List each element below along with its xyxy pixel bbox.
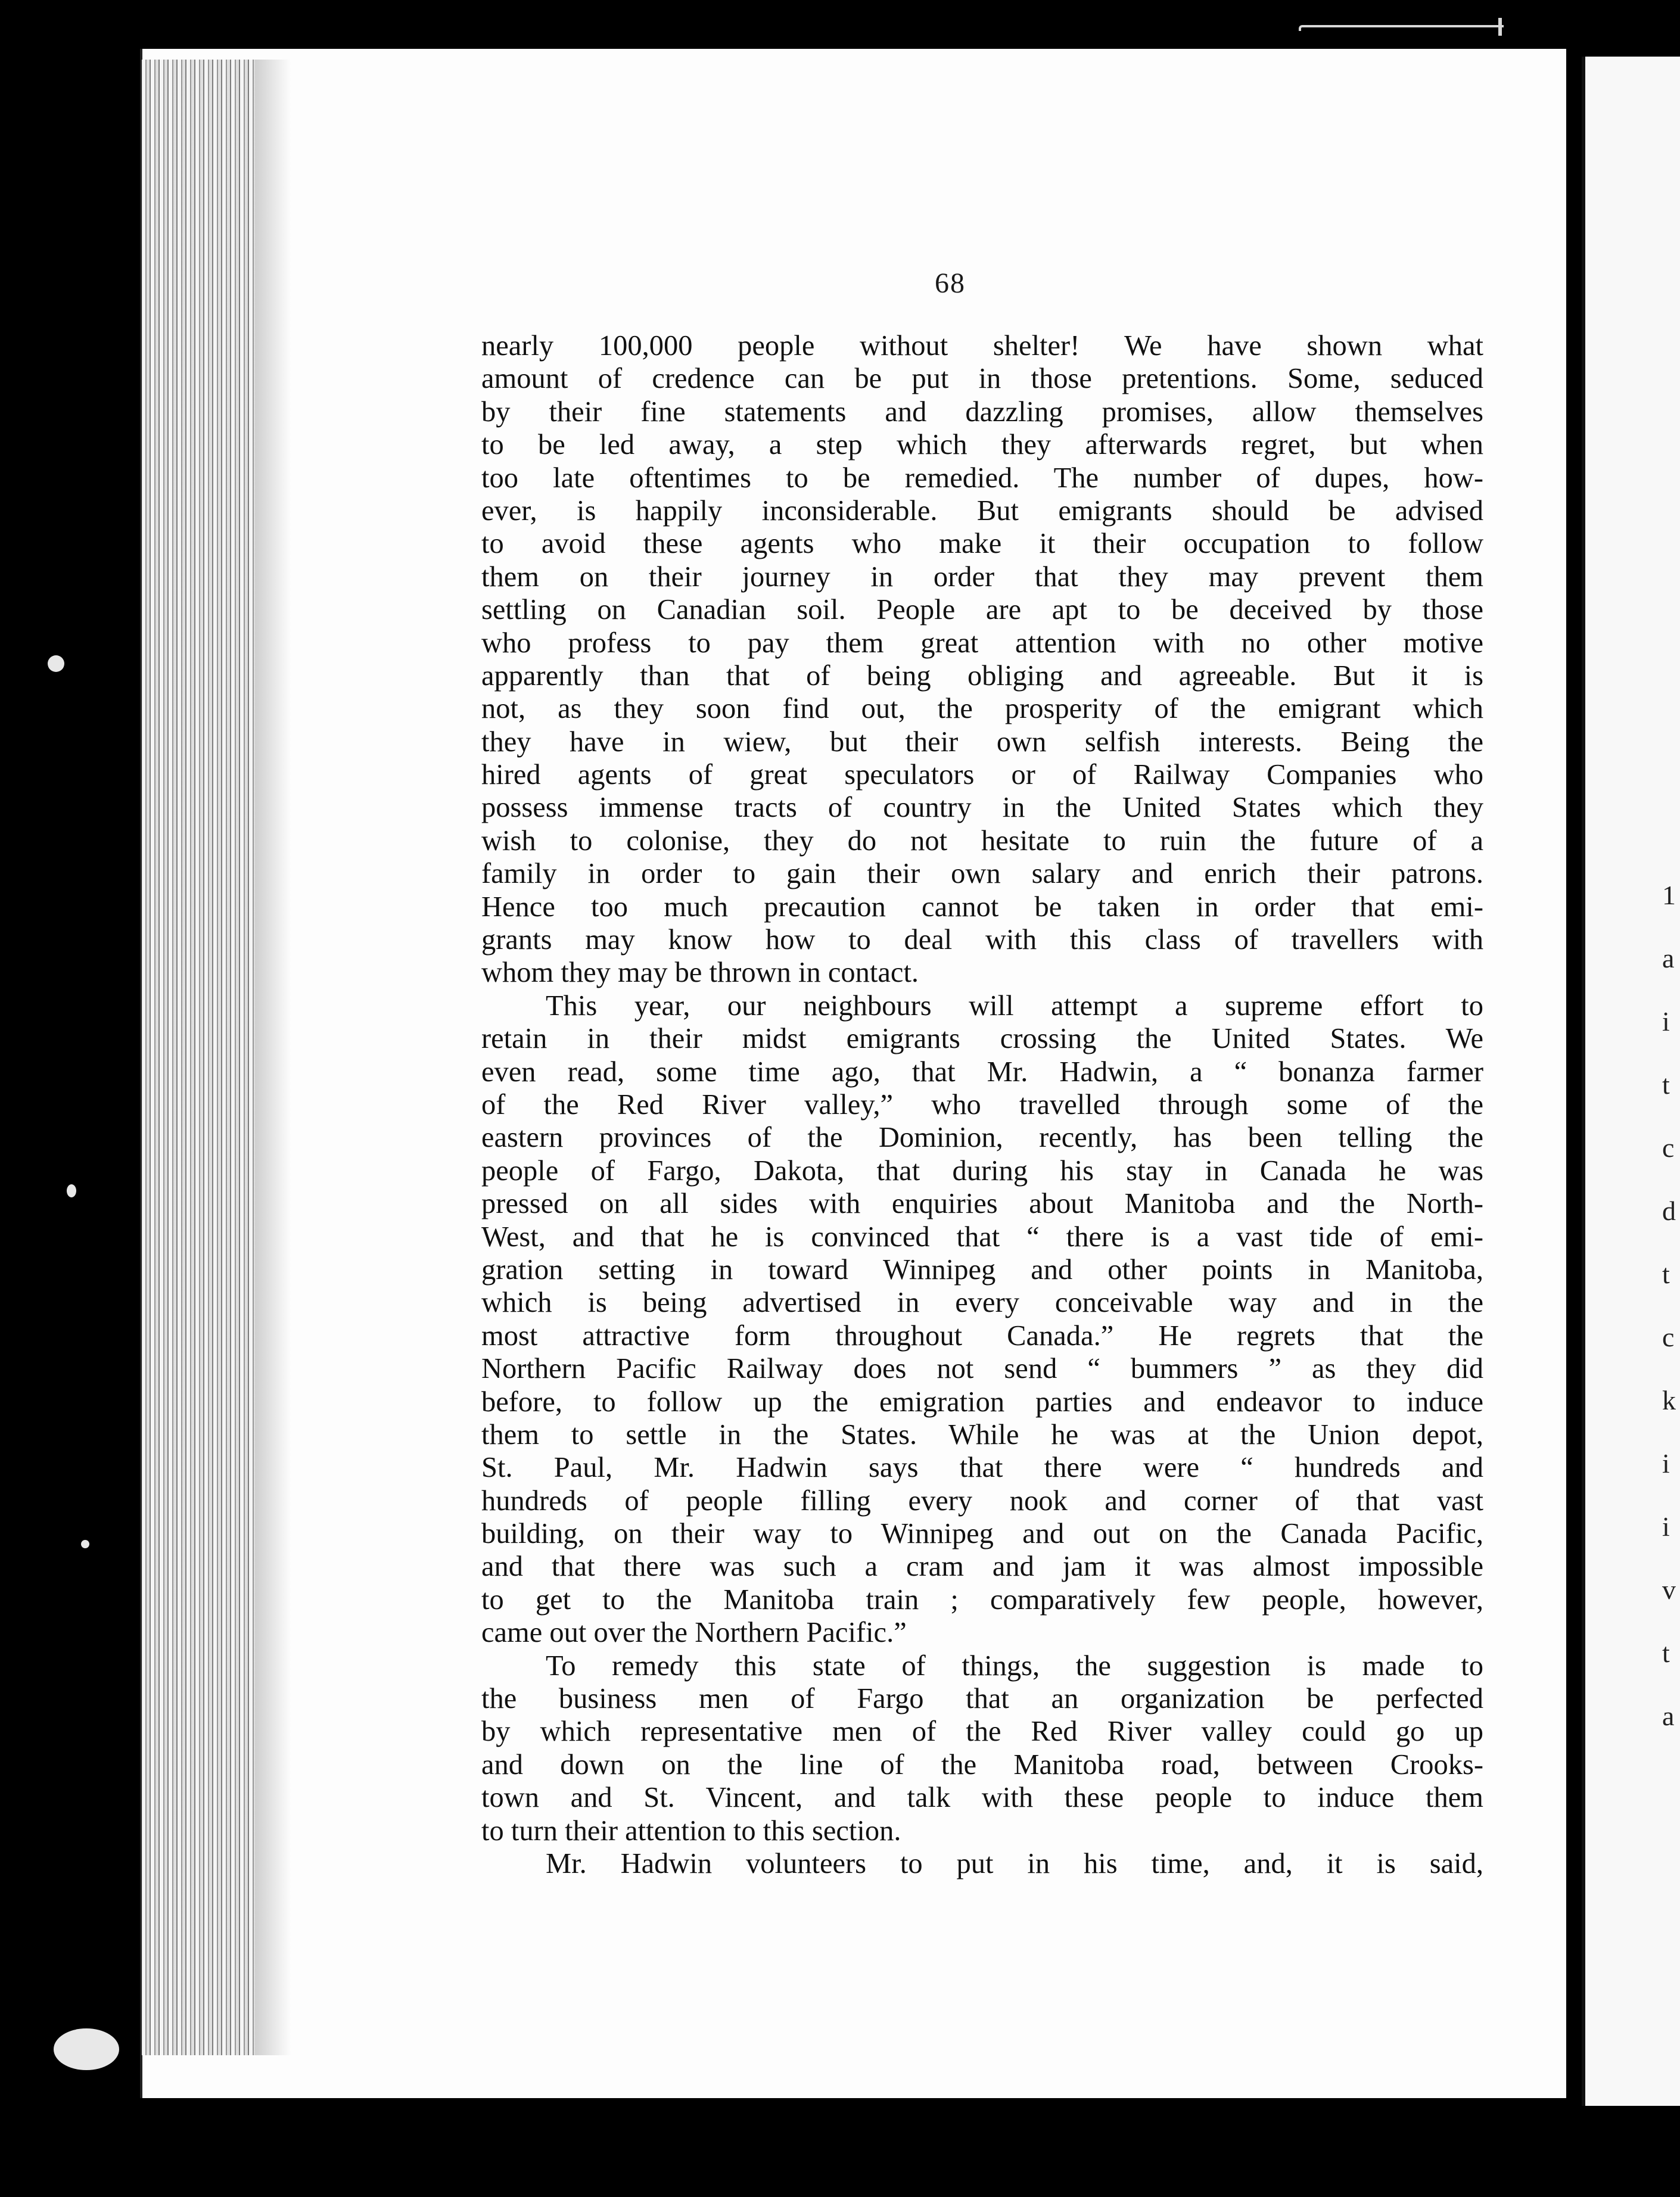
adjacent-page-letter: i	[1662, 1006, 1670, 1037]
text-line: family in order to gain their own salary and enrich their patrons.	[481, 858, 1483, 890]
text-line: apparently than that of being obliging and agreeable. But it is	[481, 659, 1483, 692]
scan-speck	[54, 2028, 119, 2070]
page-edges	[142, 60, 255, 2055]
text-line: pressed on all sides with enquiries about Manitoba and the North-	[481, 1188, 1483, 1220]
text-line: to be led away, a step which they afterwards regret, but when	[481, 429, 1483, 461]
text-line: even read, some time ago, that Mr. Hadwin, a “ bonanza farmer	[481, 1056, 1483, 1088]
scan-speck	[67, 1184, 76, 1197]
adjacent-page-letter: i	[1662, 1448, 1670, 1479]
text-line: building, on their way to Winnipeg and out on the Canada Pacific,	[481, 1518, 1483, 1550]
page-body-text	[481, 329, 1483, 1880]
page-gutter-shadow	[255, 60, 291, 2055]
text-line: To remedy this state of things, the suggestion is made to	[546, 1650, 1483, 1682]
adjacent-page-letter: t	[1662, 1259, 1670, 1289]
text-line: possess immense tracts of country in the United States which they	[481, 792, 1483, 824]
adjacent-page-letter: a	[1662, 943, 1675, 973]
text-line: West, and that he is convinced that “ there is a vast tide of emi-	[481, 1221, 1483, 1253]
text-line: St. Paul, Mr. Hadwin says that there were “ hundreds and	[481, 1452, 1483, 1484]
text-line: the business men of Fargo that an organization be perfected	[481, 1683, 1483, 1715]
text-line: hundreds of people filling every nook and corner of that vast	[481, 1485, 1483, 1517]
text-line: too late oftentimes to be remedied. The number of dupes, how-	[481, 462, 1483, 494]
scan-speck	[81, 1540, 89, 1548]
scan-artifact-tick	[1498, 18, 1502, 36]
adjacent-page-letter: t	[1662, 1069, 1670, 1100]
text-line: them on their journey in order that they may prevent them	[481, 561, 1483, 593]
text-line: ever, is happily inconsiderable. But emigrants should be advised	[481, 494, 1483, 527]
text-line: and that there was such a cram and jam it was almost impossible	[481, 1551, 1483, 1583]
text-line: retain in their midst emigrants crossing the United States. We	[481, 1023, 1483, 1055]
text-line: settling on Canadian soil. People are apt to be deceived by those	[481, 594, 1483, 626]
page-number: 68	[935, 267, 966, 299]
text-line: they have in wiew, but their own selfish interests. Being the	[481, 726, 1483, 758]
text-line: them to settle in the States. While he was at the Union depot,	[481, 1418, 1483, 1451]
text-line: grants may know how to deal with this class of travellers with	[481, 924, 1483, 956]
text-line: by their fine statements and dazzling promises, allow themselves	[481, 396, 1483, 428]
adjacent-page-letter: v	[1662, 1574, 1676, 1605]
text-line: This year, our neighbours will attempt a supreme effort to	[546, 989, 1483, 1022]
text-line: of the Red River valley,” who travelled through some of the	[481, 1088, 1483, 1121]
text-line: who profess to pay them great attention with no other motive	[481, 627, 1483, 659]
text-line: Mr. Hadwin volunteers to put in his time, and, it is said,	[546, 1847, 1483, 1879]
text-line: town and St. Vincent, and talk with these people to induce them	[481, 1782, 1483, 1814]
adjacent-page-letter: c	[1662, 1132, 1675, 1163]
scan-artifact-mark	[1299, 25, 1504, 31]
text-line: before, to follow up the emigration parties and endeavor to induce	[481, 1386, 1483, 1418]
text-line: whom they may be thrown in contact.	[481, 957, 919, 989]
adjacent-page-letter: t	[1662, 1638, 1670, 1668]
adjacent-page-letter: i	[1662, 1511, 1670, 1542]
text-line: to avoid these agents who make it their occupation to follow	[481, 528, 1483, 560]
text-line: and down on the line of the Manitoba road, between Crooks-	[481, 1748, 1483, 1781]
text-line: most attractive form throughout Canada.” He regrets that the	[481, 1320, 1483, 1352]
adjacent-page-letters	[1662, 864, 1680, 1748]
text-line: amount of credence can be put in those pretentions. Some, seduced	[481, 363, 1483, 395]
adjacent-page-letter: d	[1662, 1196, 1676, 1226]
text-line: not, as they soon find out, the prosperity of the emigrant which	[481, 693, 1483, 725]
text-line: Northern Pacific Railway does not send “ bummers ” as they did	[481, 1353, 1483, 1385]
scan-speck	[48, 655, 64, 672]
adjacent-page-letter: a	[1662, 1701, 1675, 1731]
text-line: to get to the Manitoba train ; comparatively few people, however,	[481, 1583, 1483, 1616]
text-line: gration setting in toward Winnipeg and other points in Manitoba,	[481, 1253, 1483, 1286]
adjacent-page-letter: 1	[1662, 880, 1676, 910]
text-line: by which representative men of the Red River valley could go up	[481, 1716, 1483, 1748]
text-line: people of Fargo, Dakota, that during his stay in Canada he was	[481, 1154, 1483, 1187]
text-line: which is being advertised in every conceivable way and in the	[481, 1287, 1483, 1319]
text-line: eastern provinces of the Dominion, recently, has been telling the	[481, 1122, 1483, 1154]
text-line: came out over the Northern Pacific.”	[481, 1617, 907, 1649]
adjacent-page-letter: k	[1662, 1385, 1676, 1415]
text-line: wish to colonise, they do not hesitate to ruin the future of a	[481, 824, 1483, 857]
text-line: nearly 100,000 people without shelter! We have shown what	[481, 330, 1483, 362]
text-line: Hence too much precaution cannot be taken in order that emi-	[481, 891, 1483, 923]
adjacent-page-letter: c	[1662, 1322, 1675, 1352]
text-line: hired agents of great speculators or of Railway Companies who	[481, 759, 1483, 791]
text-line: to turn their attention to this section.	[481, 1815, 901, 1847]
